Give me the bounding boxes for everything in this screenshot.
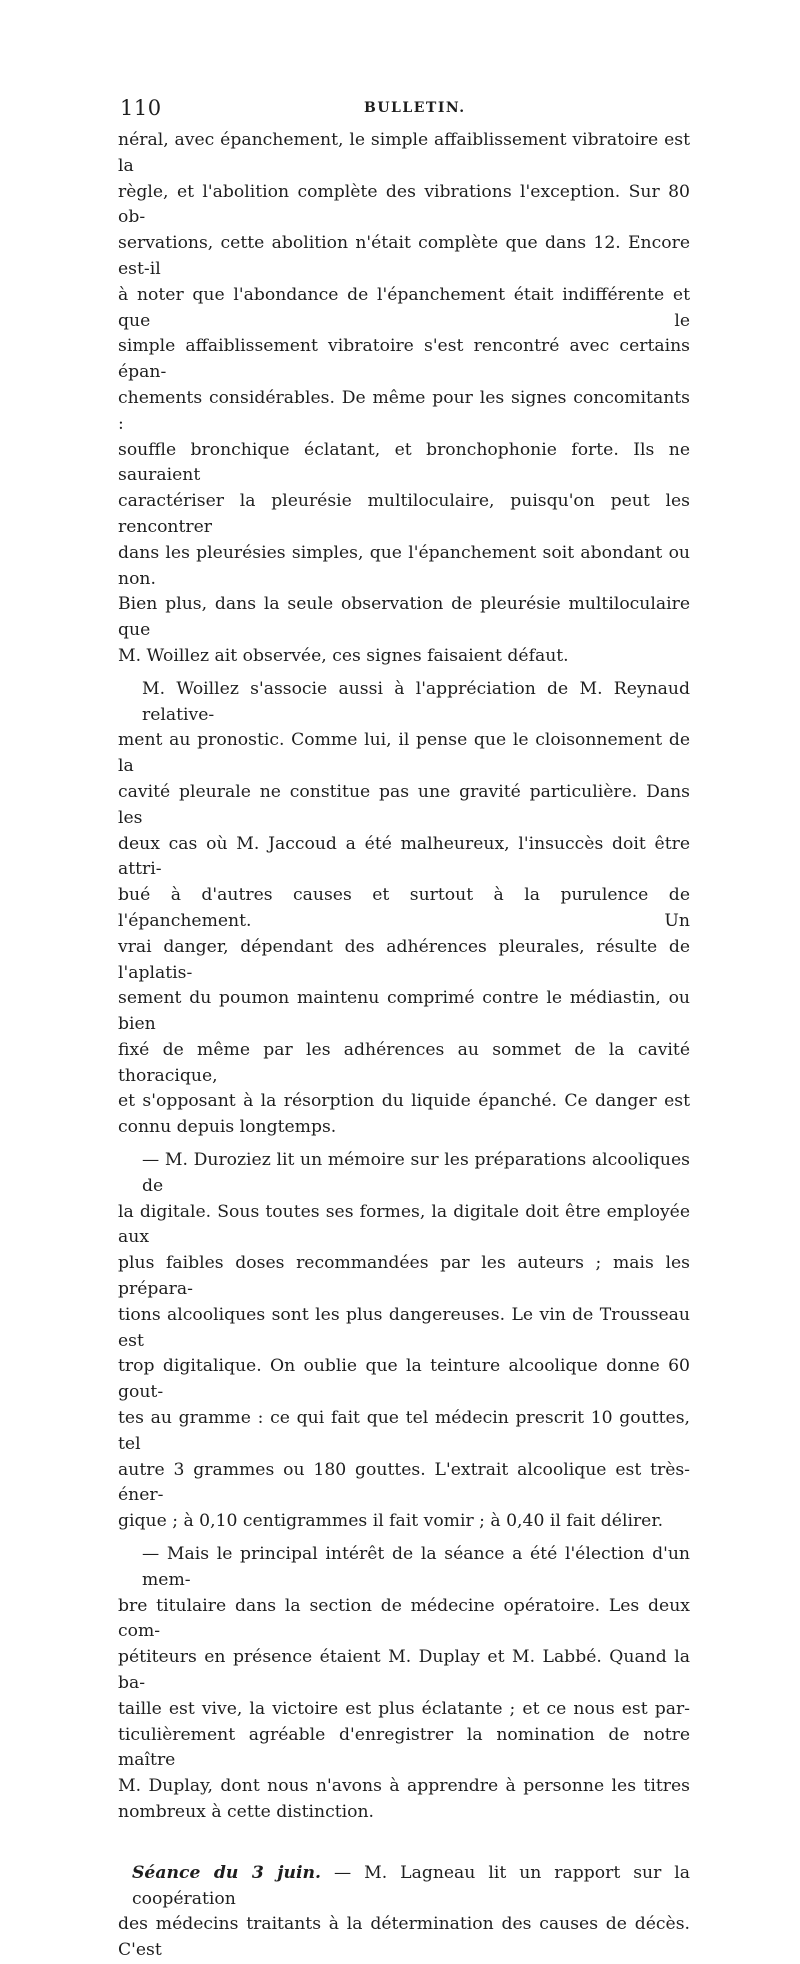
text-line: M. Woillez s'associe aussi à l'appréciation de M. Reynaud relative- — [142, 678, 690, 725]
text-line: deux cas où M. Jaccoud a été malheureux, l'insuccès doit être attri- — [118, 833, 690, 880]
text-line: cavité pleurale ne constitue pas une gravité particulière. Dans les — [118, 781, 690, 828]
body-text — [118, 128, 690, 1964]
journal-title: BULLETIN. — [364, 100, 466, 116]
text-line: néral, avec épanchement, le simple affaiblissement vibratoire est la — [118, 130, 690, 176]
text-line: nombreux à cette distinction. — [118, 1802, 374, 1822]
paragraph-woillez-prognosis — [118, 677, 690, 1141]
text-line: pétiteurs en présence étaient M. Duplay et M. Labbé. Quand la ba- — [118, 1647, 690, 1694]
text-line: M. Duplay, dont nous n'avons à apprendre à personne les titres — [118, 1776, 690, 1797]
text-line: et s'opposant à la résorption du liquide épanché. Ce danger est — [118, 1091, 690, 1112]
running-header — [120, 96, 692, 126]
text-line: — Mais le principal intérêt de la séance a été l'élection d'un mem- — [142, 1544, 690, 1590]
text-line: bué à d'autres causes et surtout à la purulence de l'épanchement. Un — [118, 885, 690, 931]
seance-date-label: Séance du 3 juin. — [132, 1862, 322, 1883]
text-line: taille est vive, la victoire est plus éclatante ; et ce nous est par- — [118, 1698, 690, 1719]
text-line: vrai danger, dépendant des adhérences pleurales, résulte de l'aplatis- — [118, 936, 690, 983]
text-line: la digitale. Sous toutes ses formes, la digitale doit être employée aux — [118, 1201, 690, 1248]
text-line — [118, 1861, 690, 1913]
seance-first-line: — M. Lagneau lit un rapport sur la coopération — [132, 1862, 691, 1909]
text-line: caractériser la pleurésie multiloculaire, puisqu'on peut les rencontrer — [118, 491, 690, 537]
text-line: plus faibles doses recommandées par les auteurs ; mais les prépara- — [118, 1253, 690, 1300]
paragraph-pleurisy-signs — [118, 128, 690, 670]
text-line: chements considérables. De même pour les signes concomitants : — [118, 387, 690, 434]
text-line: ment au pronostic. Comme lui, il pense que le cloisonnement de la — [118, 730, 690, 777]
text-line: M. Woillez ait observée, ces signes faisaient défaut. — [118, 645, 569, 666]
text-line: souffle bronchique éclatant, et bronchophonie forte. Ils ne sauraient — [118, 439, 690, 486]
page-number: 110 — [120, 96, 162, 120]
text-line: — M. Duroziez lit un mémoire sur les préparations alcooliques de — [142, 1150, 690, 1196]
text-line: dans les pleurésies simples, que l'épanchement soit abondant ou non. — [118, 542, 690, 589]
text-line: règle, et l'abolition complète des vibrations l'exception. Sur 80 ob- — [118, 181, 690, 228]
text-line: à noter que l'abondance de l'épanchement était indifférente et que le — [118, 284, 690, 331]
text-line: tions alcooliques sont les plus dangereuses. Le vin de Trousseau est — [118, 1304, 690, 1351]
text-line: des médecins traitants à la détermination des causes de décès. C'est — [118, 1914, 690, 1961]
text-line: connu depuis longtemps. — [118, 1117, 337, 1138]
text-line: fixé de même par les adhérences au sommet de la cavité thoracique, — [118, 1039, 690, 1086]
paragraph-seance-3-juin — [118, 1861, 690, 1964]
text-line: servations, cette abolition n'était complète que dans 12. Encore est-il — [118, 233, 690, 279]
text-line: gique ; à 0,10 centigrammes il fait vomir ; à 0,40 il fait délirer. — [118, 1511, 664, 1532]
text-line: trop digitalique. On oublie que la teinture alcoolique donne 60 gout- — [118, 1356, 690, 1403]
paragraph-duroziez-digitalis — [118, 1148, 690, 1535]
text-line: ticulièrement agréable d'enregistrer la nomination de notre maître — [118, 1724, 690, 1771]
text-line: autre 3 grammes ou 180 gouttes. L'extrait alcoolique est très-éner- — [118, 1459, 690, 1506]
text-line: bre titulaire dans la section de médecine opératoire. Les deux com- — [118, 1595, 690, 1642]
text-line: Bien plus, dans la seule observation de pleurésie multiloculaire que — [118, 594, 690, 641]
paragraph-election — [118, 1542, 690, 1826]
text-line: tes au gramme : ce qui fait que tel médecin prescrit 10 gouttes, tel — [118, 1408, 690, 1454]
text-line: simple affaiblissement vibratoire s'est rencontré avec certains épan- — [118, 336, 690, 383]
text-line: sement du poumon maintenu comprimé contre le médiastin, ou bien — [118, 988, 690, 1035]
